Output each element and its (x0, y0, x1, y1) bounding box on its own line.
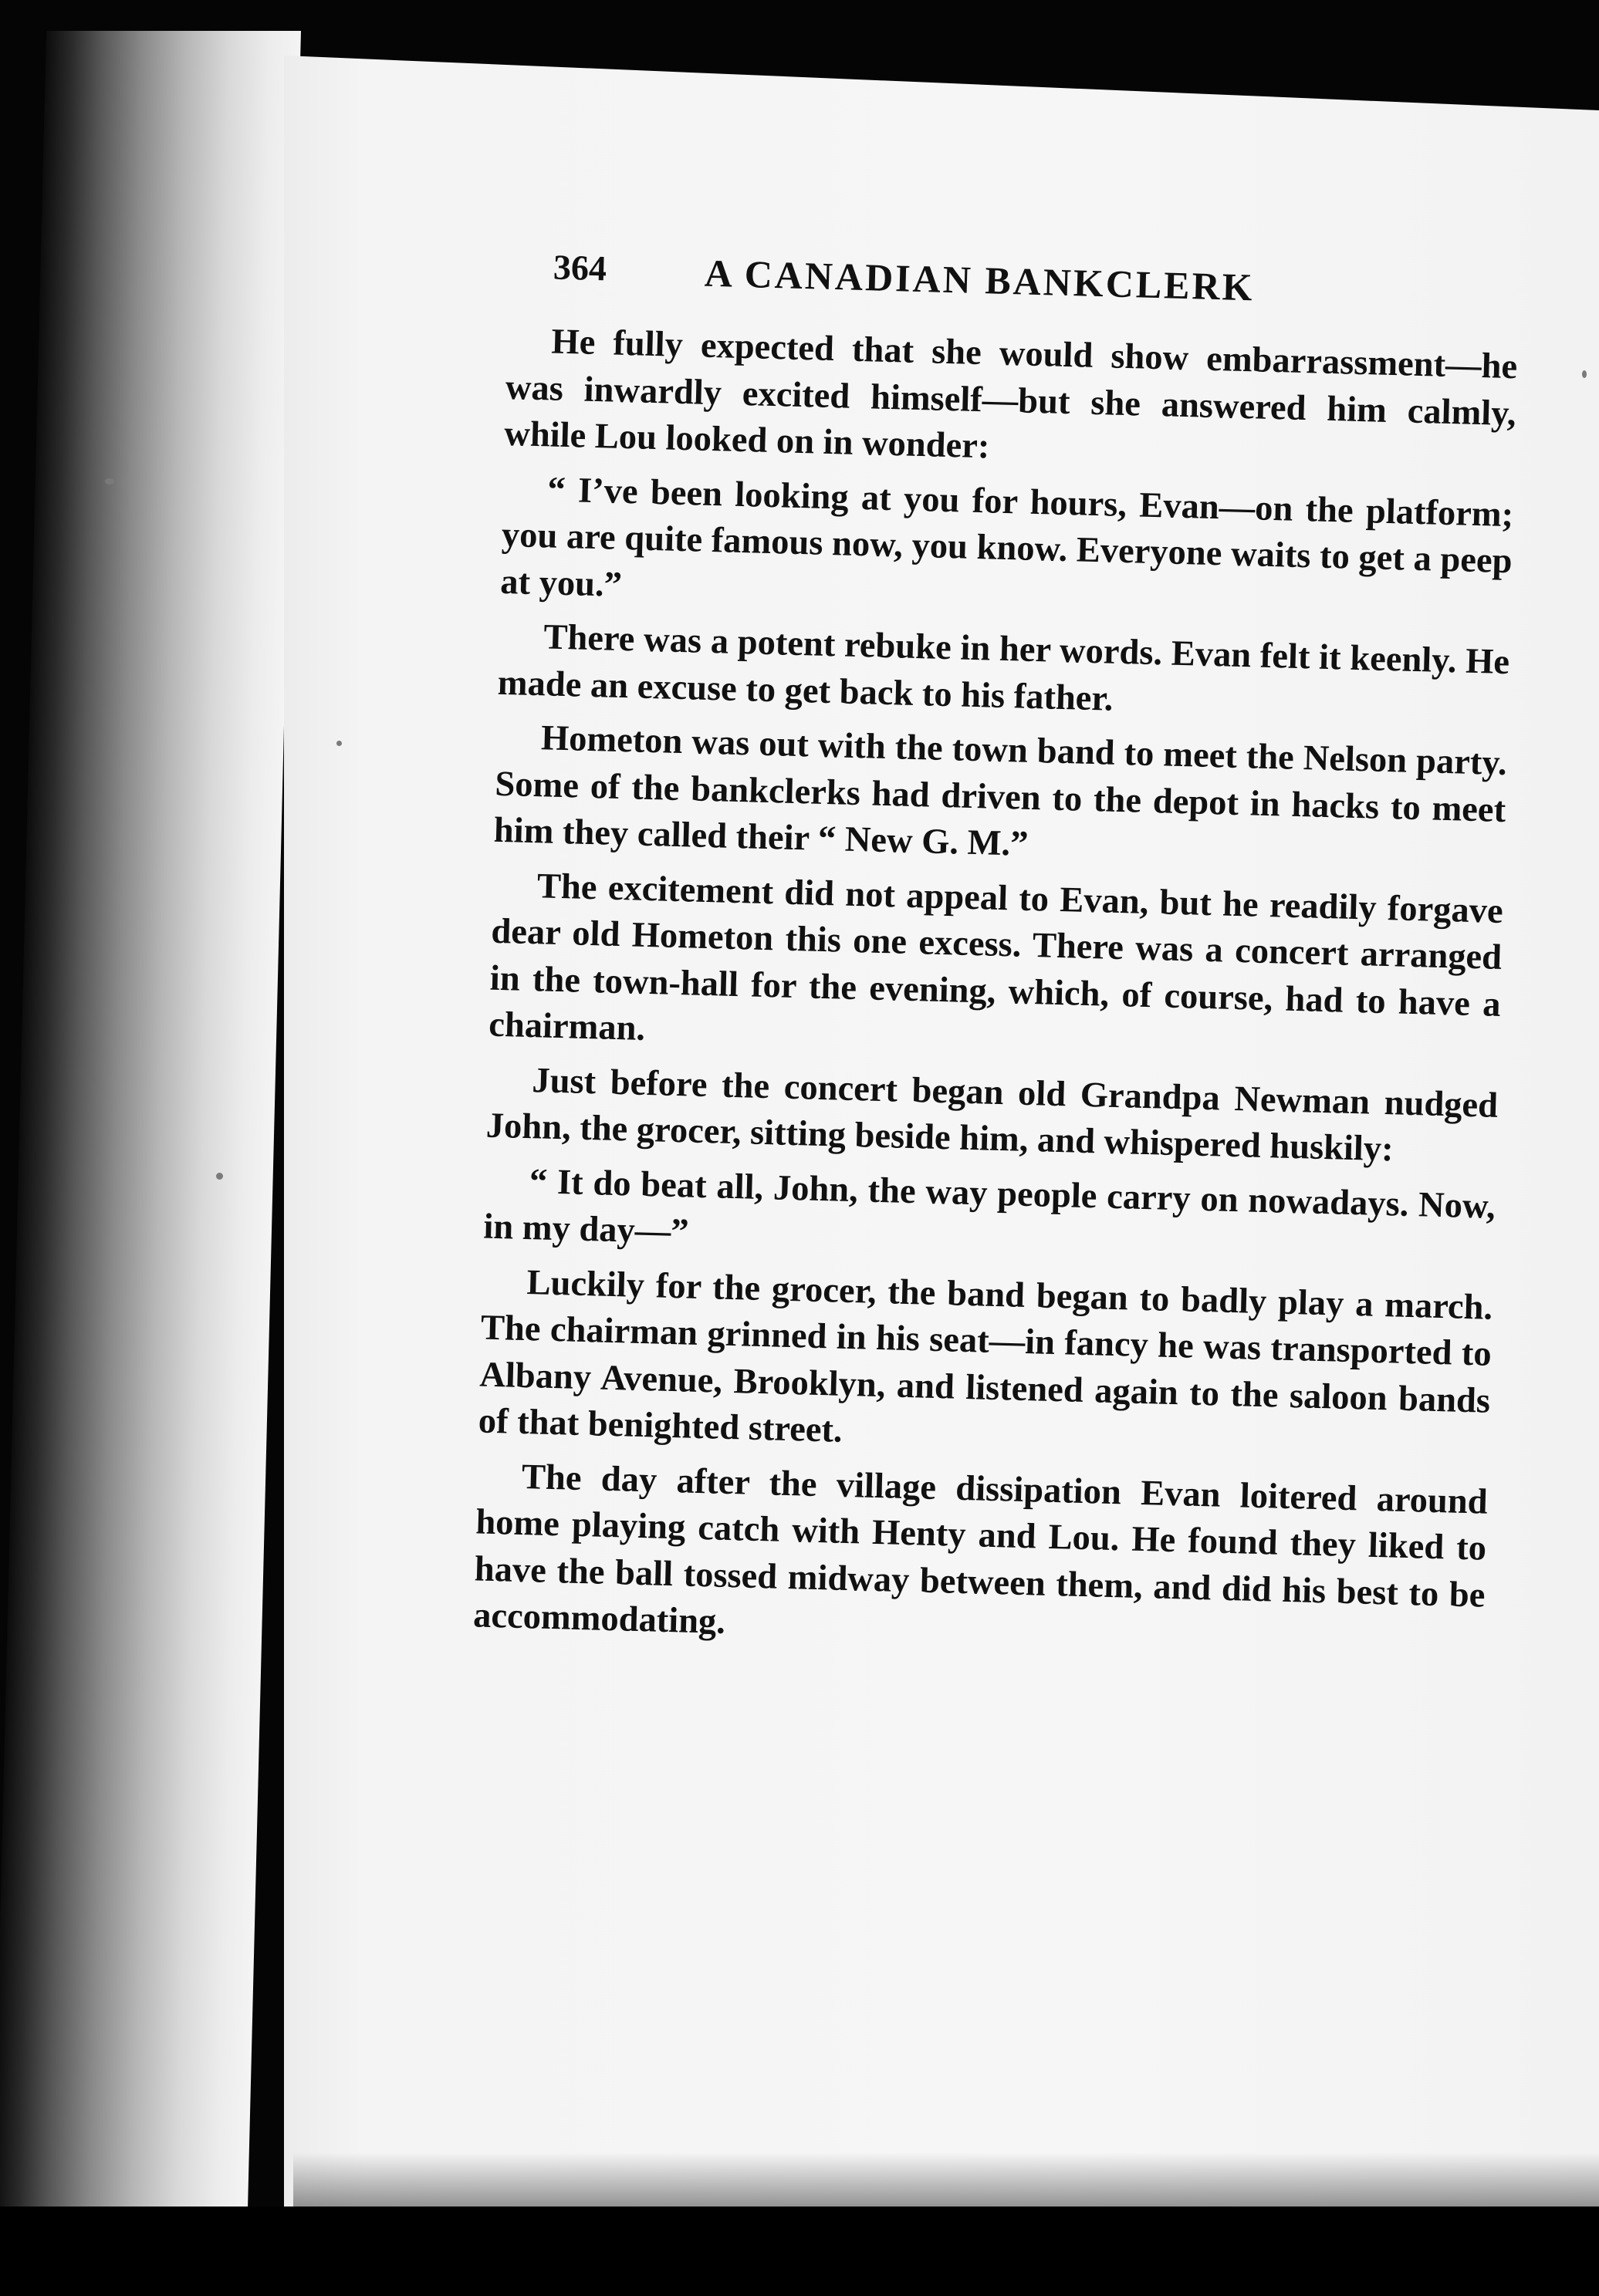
running-title: A CANADIAN BANKCLERK (704, 251, 1256, 309)
book-binding-edge (0, 31, 301, 2222)
paragraph-7: “ It do beat all, John, the way people carry on nowadays. Now, in my day—” (482, 1161, 1496, 1252)
paragraph-2: “ I’ve been looking at you for hours, Evan—on the platform; you are quite famous now, you know. Everyone waits to get a peep at you.” (499, 469, 1514, 605)
page-bottom-shadow (293, 2152, 1599, 2214)
scan-background-bottom (0, 2207, 1599, 2296)
paper-speck (1582, 370, 1587, 378)
page-number: 364 (553, 247, 607, 289)
page-text (472, 239, 1520, 1673)
paragraph-5: The excitement did not appeal to Evan, but he readily forgave dear old Hometon this one excess. There was a concert arranged in the town-hall for the evening, which, of course, had to have a chairman. (488, 866, 1504, 1048)
paragraph-4: Hometon was out with the town band to meet the Nelson party. Some of the bankclerks had driven to the depot in hacks to meet him they called their “ New G. M.” (493, 718, 1508, 864)
paragraph-8: Luckily for the grocer, the band began to badly play a march. The chairman grinned in his seat—in fancy he was transported to Albany Avenue, Brooklyn, and listened again to the saloon bands of that benighted street. (478, 1262, 1493, 1450)
paper-speck (216, 1173, 223, 1180)
paper-speck (105, 478, 114, 485)
paragraph-1: He fully expected that she would show embarrassment—he was inwardly excited himself—but she answered him calmly, while Lou looked on in wonder: (503, 322, 1518, 467)
paragraph-3: There was a potent rebuke in her words. Evan felt it keenly. He made an excuse to get back to his father. (497, 617, 1510, 719)
paragraph-6: Just before the concert began old Grandpa Newman nudged John, the grocer, sitting beside him, and whispered huskily: (485, 1060, 1499, 1170)
paper-speck (336, 741, 342, 746)
paragraph-9: The day after the village dissipation Evan loitered around home playing catch with Henty and Lou. He found they liked to have the ball tossed midway between them, and did his best to be accommodating. (472, 1457, 1489, 1642)
